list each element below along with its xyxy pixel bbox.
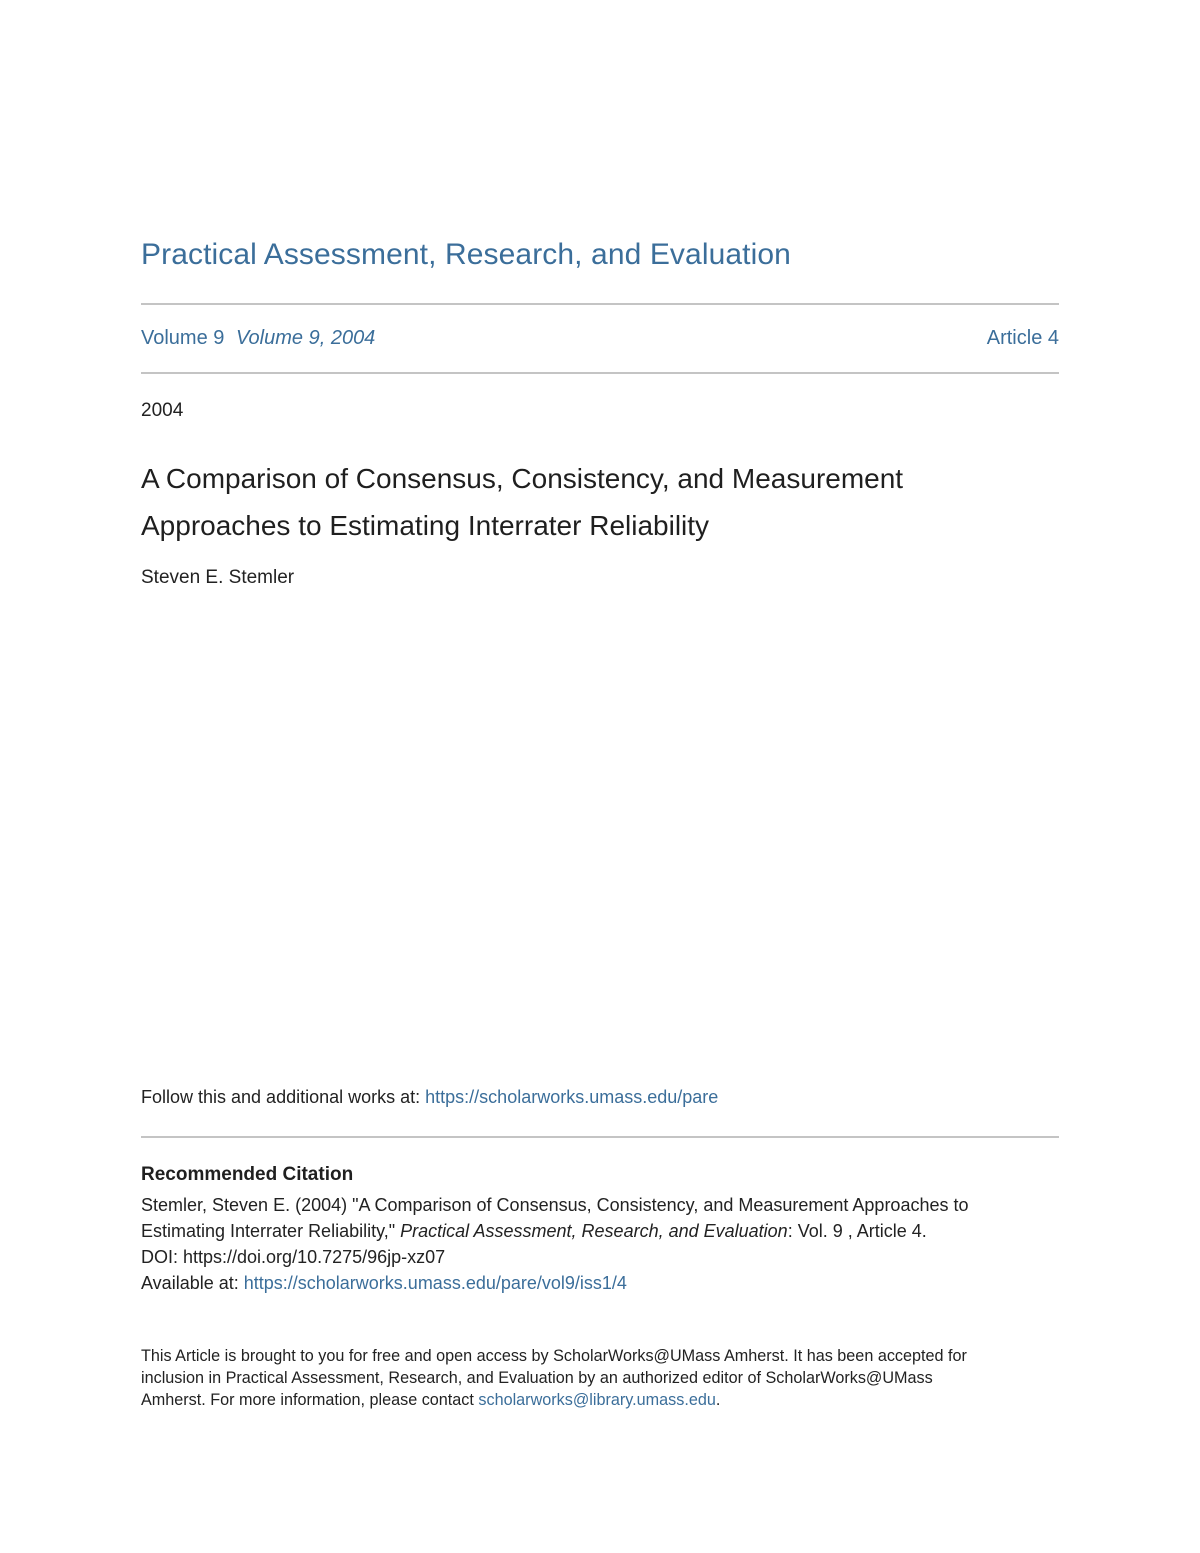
divider-middle (141, 372, 1059, 374)
divider-bottom (141, 1136, 1059, 1138)
follow-line (141, 1087, 718, 1108)
recommended-citation-heading: Recommended Citation (141, 1164, 354, 1185)
citation-title-part: Estimating Interrater Reliability," (141, 1221, 401, 1241)
cover-page (141, 0, 1059, 1553)
volume-link[interactable]: Volume 9 (141, 327, 225, 349)
access-notice-line-3 (141, 1389, 1059, 1411)
contact-suffix: . (715, 1391, 721, 1409)
volume-row (141, 327, 1059, 350)
citation-line-2 (141, 1218, 1059, 1244)
citation-available (141, 1270, 1059, 1296)
citation-journal: Practical Assessment, Research, and Evaluation (400, 1221, 788, 1241)
issue-link[interactable]: Volume 9, 2004 (235, 327, 376, 349)
follow-text: Follow this and additional works at: (141, 1087, 426, 1107)
citation-doi: DOI: https://doi.org/10.7275/96jp-xz07 (141, 1247, 446, 1267)
contact-prefix: Amherst. For more information, please contact (141, 1391, 479, 1409)
citation-block (141, 1192, 1059, 1296)
article-title-line-2: Approaches to Estimating Interrater Reliability (141, 510, 710, 541)
follow-link[interactable]: https://scholarworks.umass.edu/pare (425, 1087, 719, 1107)
citation-volume-part: : Vol. 9 , Article 4. (787, 1221, 927, 1241)
contact-email-link[interactable]: scholarworks@library.umass.edu (478, 1391, 716, 1409)
article-title-line-1: A Comparison of Consensus, Consistency, and Measurement (141, 463, 904, 494)
article-number-link[interactable]: Article 4 (986, 327, 1059, 349)
available-label: Available at: (141, 1273, 244, 1293)
divider-top (141, 303, 1059, 305)
author-name: Steven E. Stemler (141, 567, 295, 588)
article-title (141, 455, 1059, 549)
available-link[interactable]: https://scholarworks.umass.edu/pare/vol9/iss1/4 (243, 1273, 627, 1293)
access-notice-line-1: This Article is brought to you for free and open access by ScholarWorks@UMass Amherst. It has been accepted for (141, 1347, 967, 1365)
citation-line-1: Stemler, Steven E. (2004) "A Comparison of Consensus, Consistency, and Measurement Approaches to (141, 1195, 969, 1215)
publication-year: 2004 (141, 400, 184, 421)
journal-title-link[interactable]: Practical Assessment, Research, and Evaluation (141, 238, 791, 271)
access-notice (141, 1345, 1059, 1411)
access-notice-line-2: inclusion in Practical Assessment, Research, and Evaluation by an authorized editor of ScholarWorks@UMass (141, 1369, 933, 1387)
